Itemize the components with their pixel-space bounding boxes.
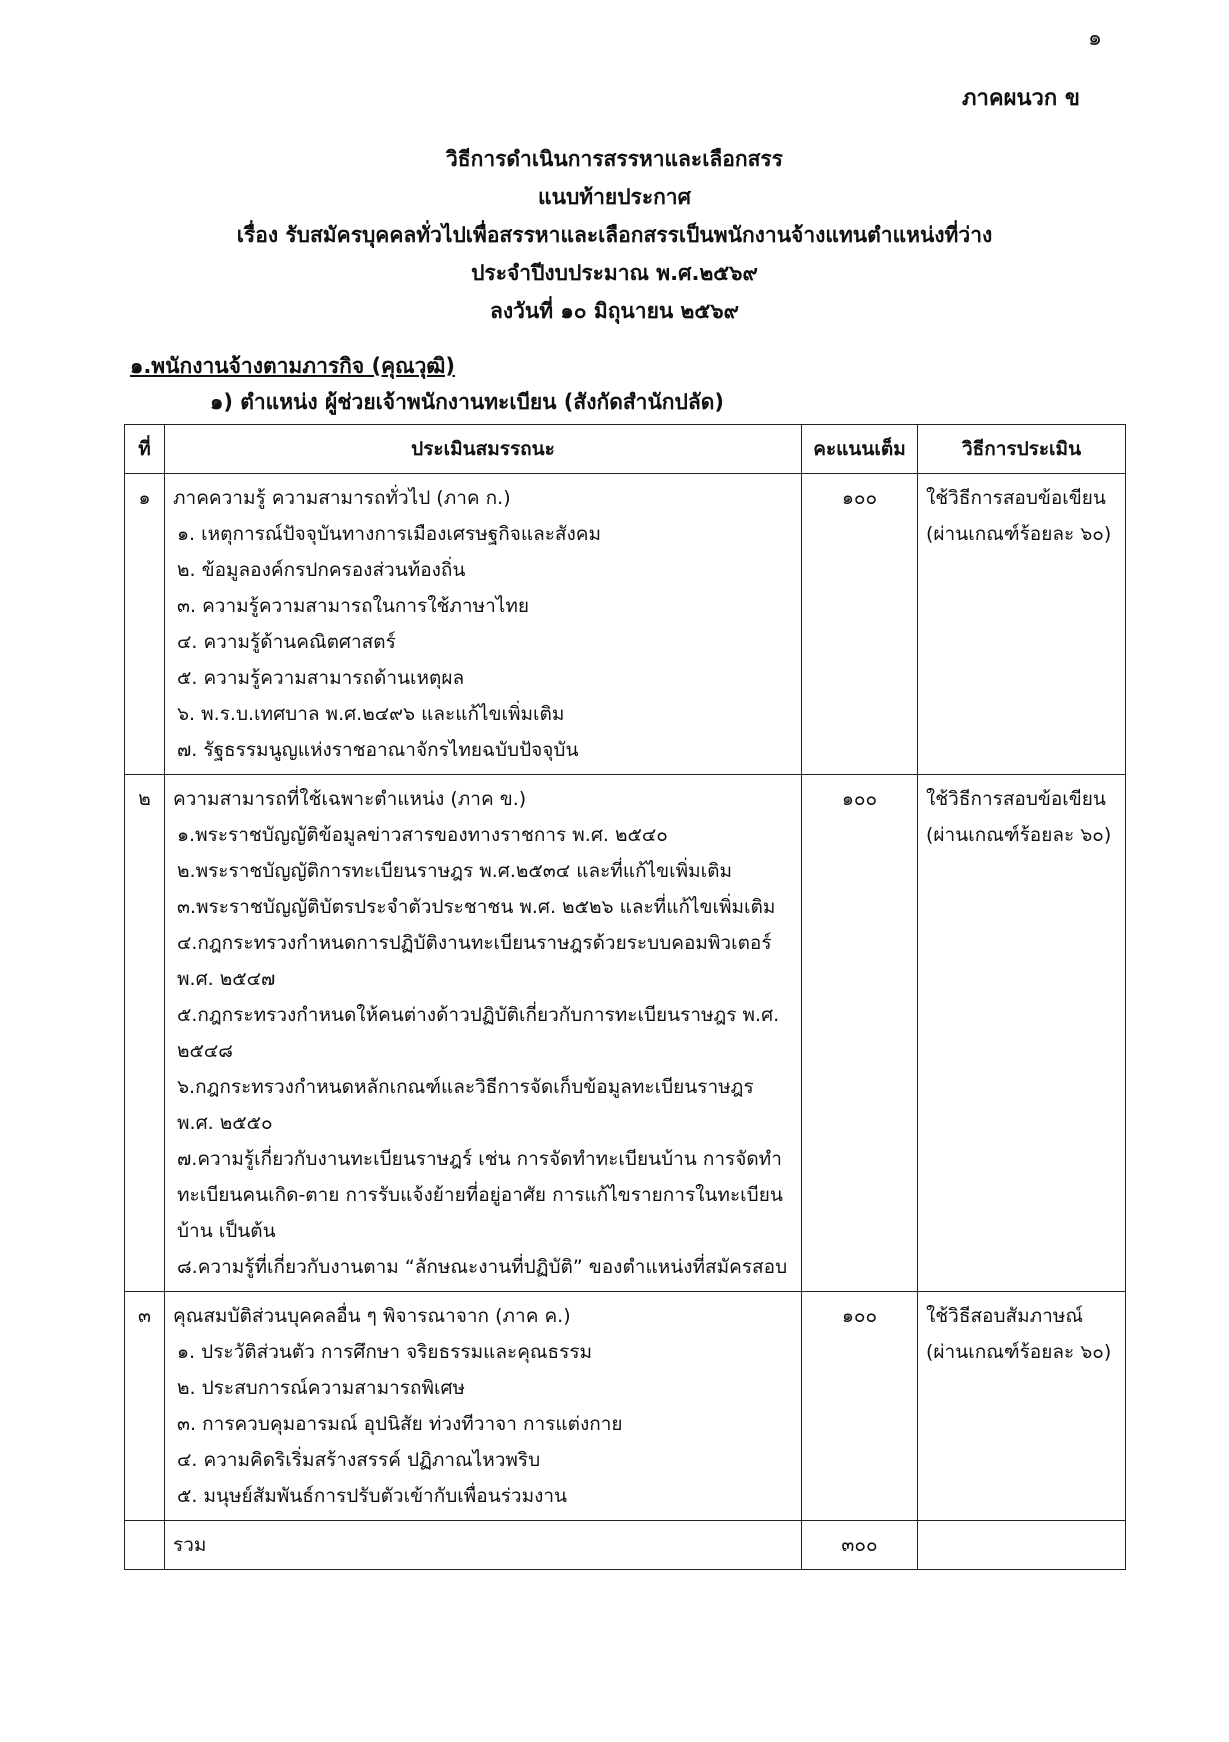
list-item: ๑. ประวัติส่วนตัว การศึกษา จริยธรรมและคุณธรรม <box>177 1341 593 1363</box>
method-line: ใช้วิธีสอบสัมภาษณ์ <box>926 1305 1083 1327</box>
row-topic <box>165 775 802 1292</box>
position-heading: ๑) ตำแหน่ง ผู้ช่วยเจ้าพนักงานทะเบียน (สังกัดสำนักปลัด) <box>210 390 724 414</box>
list-item: ๔. ความคิดริเริ่มสร้างสรรค์ ปฏิภาณไหวพริบ <box>177 1449 541 1471</box>
row-title: ภาคความรู้ ความสามารถทั่วไป (ภาค ก.) <box>173 487 511 509</box>
list-item: ๕.กฎกระทรวงกำหนดให้คนต่างด้าวปฏิบัติเกี่ยวกับการทะเบียนราษฎร พ.ศ. ๒๕๔๘ <box>177 1004 780 1062</box>
row-topic <box>165 1292 802 1521</box>
title-line: เรื่อง รับสมัครบุคคลทั่วไปเพื่อสรรหาและเลือกสรรเป็นพนักงานจ้างแทนตำแหน่งที่ว่าง <box>236 223 993 247</box>
method-line: (ผ่านเกณฑ์ร้อยละ ๖๐) <box>926 523 1112 545</box>
appendix-label: ภาคผนวก ข <box>962 86 1080 111</box>
method-line: (ผ่านเกณฑ์ร้อยละ ๖๐) <box>926 1341 1112 1363</box>
row-title: คุณสมบัติส่วนบุคคลอื่น ๆ พิจารณาจาก (ภาค ค.) <box>173 1305 571 1327</box>
row-number: ๓ <box>125 1292 165 1521</box>
title-line: แนบท้ายประกาศ <box>538 185 691 209</box>
list-item: ๓. การควบคุมอารมณ์ อุปนิสัย ท่วงทีวาจา การแต่งกาย <box>177 1413 623 1435</box>
list-item: ๒.พระราชบัญญัติการทะเบียนราษฎร พ.ศ.๒๕๓๔ และที่แก้ไขเพิ่มเติม <box>177 860 733 882</box>
method-line: ใช้วิธีการสอบข้อเขียน <box>926 487 1106 509</box>
row-score: ๑๐๐ <box>802 1292 918 1521</box>
list-item: ๗. รัฐธรรมนูญแห่งราชอาณาจักรไทยฉบับปัจจุบัน <box>177 739 579 761</box>
table-row <box>125 474 1126 775</box>
title-line: ประจำปีงบประมาณ พ.ศ.๒๕๖๙ <box>471 261 758 285</box>
row-method <box>918 775 1126 1292</box>
list-item: ๔.กฎกระทรวงกำหนดการปฏิบัติงานทะเบียนราษฎรด้วยระบบคอมพิวเตอร์ พ.ศ. ๒๕๔๗ <box>177 932 772 990</box>
table-row <box>125 775 1126 1292</box>
announcement-title <box>0 140 1229 330</box>
total-label: รวม <box>165 1521 802 1570</box>
row-method <box>918 474 1126 775</box>
row-number: ๑ <box>125 474 165 775</box>
total-method-cell <box>918 1521 1126 1570</box>
method-line: ใช้วิธีการสอบข้อเขียน <box>926 788 1106 810</box>
table-header-row <box>125 425 1126 474</box>
header-no: ที่ <box>125 425 165 474</box>
row-score: ๑๐๐ <box>802 775 918 1292</box>
list-item: ๑. เหตุการณ์ปัจจุบันทางการเมืองเศรษฐกิจและสังคม <box>177 523 602 545</box>
row-topic <box>165 474 802 775</box>
section-heading: ๑.พนักงานจ้างตามภารกิจ (คุณวุฒิ) <box>130 354 455 378</box>
list-item: ๔. ความรู้ด้านคณิตศาสตร์ <box>177 631 396 653</box>
list-item: ๒. ข้อมูลองค์กรปกครองส่วนท้องถิ่น <box>177 559 466 581</box>
row-title: ความสามารถที่ใช้เฉพาะตำแหน่ง (ภาค ข.) <box>173 788 527 810</box>
list-item: ๖.กฎกระทรวงกำหนดหลักเกณฑ์และวิธีการจัดเก็บข้อมูลทะเบียนราษฎร พ.ศ. ๒๕๕๐ <box>177 1076 754 1134</box>
list-item: ๑.พระราชบัญญัติข้อมูลข่าวสารของทางราชการ พ.ศ. ๒๕๔๐ <box>177 824 668 846</box>
title-line: ลงวันที่ ๑๐ มิถุนายน ๒๕๖๙ <box>489 299 739 323</box>
total-no-cell <box>125 1521 165 1570</box>
evaluation-table <box>124 424 1126 1570</box>
header-topic: ประเมินสมรรถนะ <box>165 425 802 474</box>
list-item: ๗.ความรู้เกี่ยวกับงานทะเบียนราษฎร์ เช่น การจัดทำทะเบียนบ้าน การจัดทำทะเบียนคนเกิด-ตาย การรับแจ้งย้ายที่อยู่อาศัย การแก้ไขรายการในทะเบียนบ้าน เป็นต้น <box>177 1148 783 1242</box>
total-row <box>125 1521 1126 1570</box>
row-method <box>918 1292 1126 1521</box>
list-item: ๓. ความรู้ความสามารถในการใช้ภาษาไทย <box>177 595 530 617</box>
row-score: ๑๐๐ <box>802 474 918 775</box>
list-item: ๕. มนุษย์สัมพันธ์การปรับตัวเข้ากับเพื่อนร่วมงาน <box>177 1485 568 1507</box>
list-item: ๓.พระราชบัญญัติบัตรประจำตัวประชาชน พ.ศ. ๒๕๒๖ และที่แก้ไขเพิ่มเติม <box>177 896 776 918</box>
header-method: วิธีการประเมิน <box>918 425 1126 474</box>
table-row <box>125 1292 1126 1521</box>
list-item: ๒. ประสบการณ์ความสามารถพิเศษ <box>177 1377 466 1399</box>
list-item: ๕. ความรู้ความสามารถด้านเหตุผล <box>177 667 465 689</box>
page-number: ๑ <box>1088 26 1102 51</box>
header-score: คะแนนเต็ม <box>802 425 918 474</box>
list-item: ๖. พ.ร.บ.เทศบาล พ.ศ.๒๔๙๖ และแก้ไขเพิ่มเติม <box>177 703 565 725</box>
title-line: วิธีการดำเนินการสรรหาและเลือกสรร <box>446 147 783 171</box>
total-score: ๓๐๐ <box>802 1521 918 1570</box>
list-item: ๘.ความรู้ที่เกี่ยวกับงานตาม “ลักษณะงานที่ปฏิบัติ” ของตำแหน่งที่สมัครสอบ <box>177 1256 788 1278</box>
method-line: (ผ่านเกณฑ์ร้อยละ ๖๐) <box>926 824 1112 846</box>
row-number: ๒ <box>125 775 165 1292</box>
